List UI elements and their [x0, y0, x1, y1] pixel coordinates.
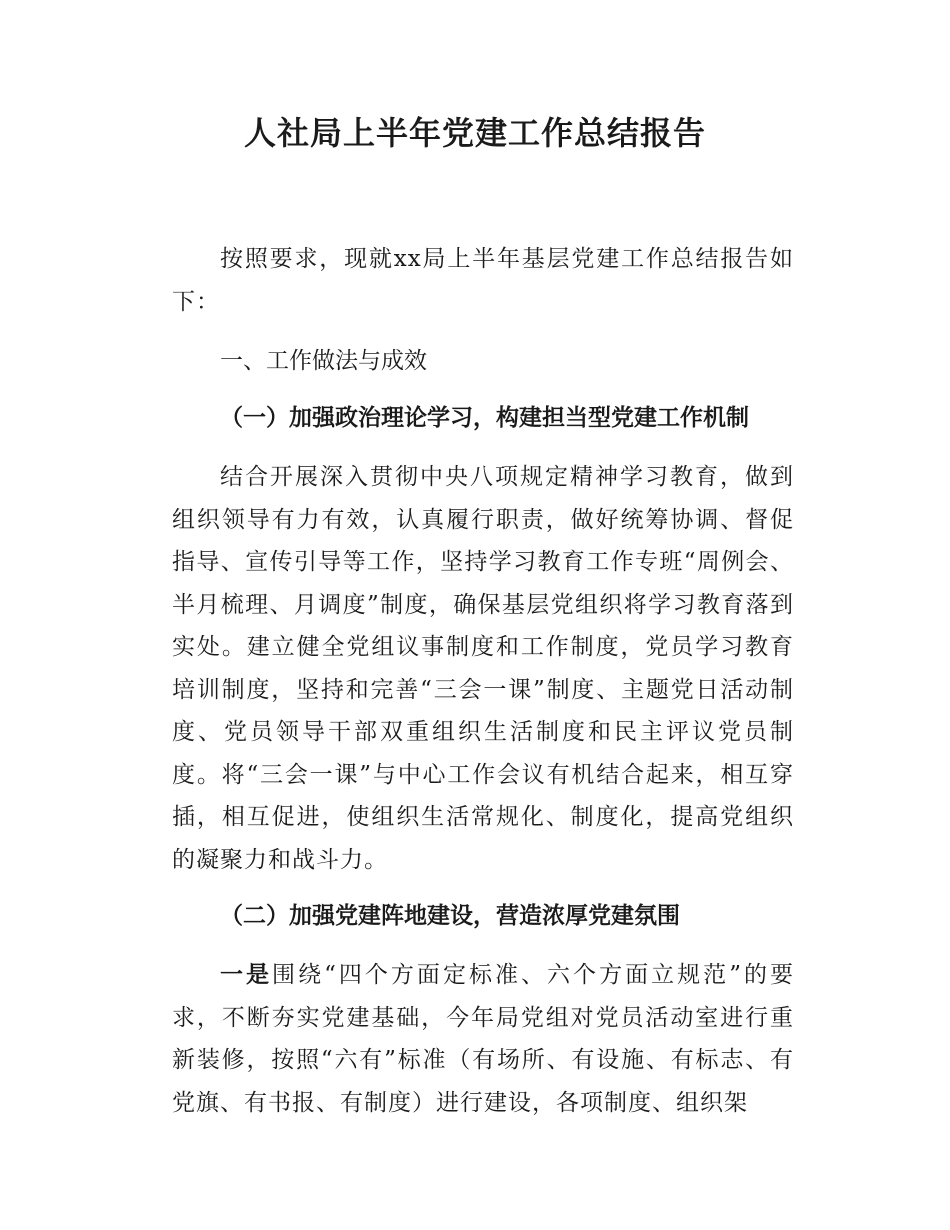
subsection-2-text: 围绕“四个方面定标准、六个方面立规范”的要求，不断夯实党建基础，今年局党组对党员活动室进行重新装修，按照“六有”标准（有场所、有设施、有标志、有党旗、有书报、有制度）进行建设，各项制度、组织架	[172, 962, 794, 1116]
subsection-heading-2: （二）加强党建阵地建设，营造浓厚党建氛围	[220, 903, 680, 929]
subsection-2-lead: 一是	[220, 962, 273, 988]
subsection-heading-1: （一）加强政治理论学习，构建担当型党建工作机制	[220, 405, 749, 431]
document-title: 人社局上半年党建工作总结报告	[243, 114, 706, 152]
intro-paragraph: 按照要求，现就xx局上半年基层党建工作总结报告如下：	[172, 246, 794, 315]
subsection-1-paragraph: 结合开展深入贯彻中央八项规定精神学习教育，做到组织领导有力有效，认真履行职责，做好统筹协调、督促指导、宣传引导等工作，坚持学习教育工作专班“周例会、半月梳理、月调度”制度，确保基层党组织将学习教育落到实处。建立健全党组议事制度和工作制度，党员学习教育培训制度，坚持和完善“三会一课”制度、主题党日活动制度、党员领导干部双重组织生活制度和民主评议党员制度。将“三会一课”与中心工作会议有机结合起来，相互穿插，相互促进，使组织生活常规化、制度化，提高党组织的凝聚力和战斗力。	[172, 464, 794, 873]
section-heading-1: 一、工作做法与成效	[220, 348, 427, 374]
subsection-2-paragraph	[172, 954, 794, 1124]
